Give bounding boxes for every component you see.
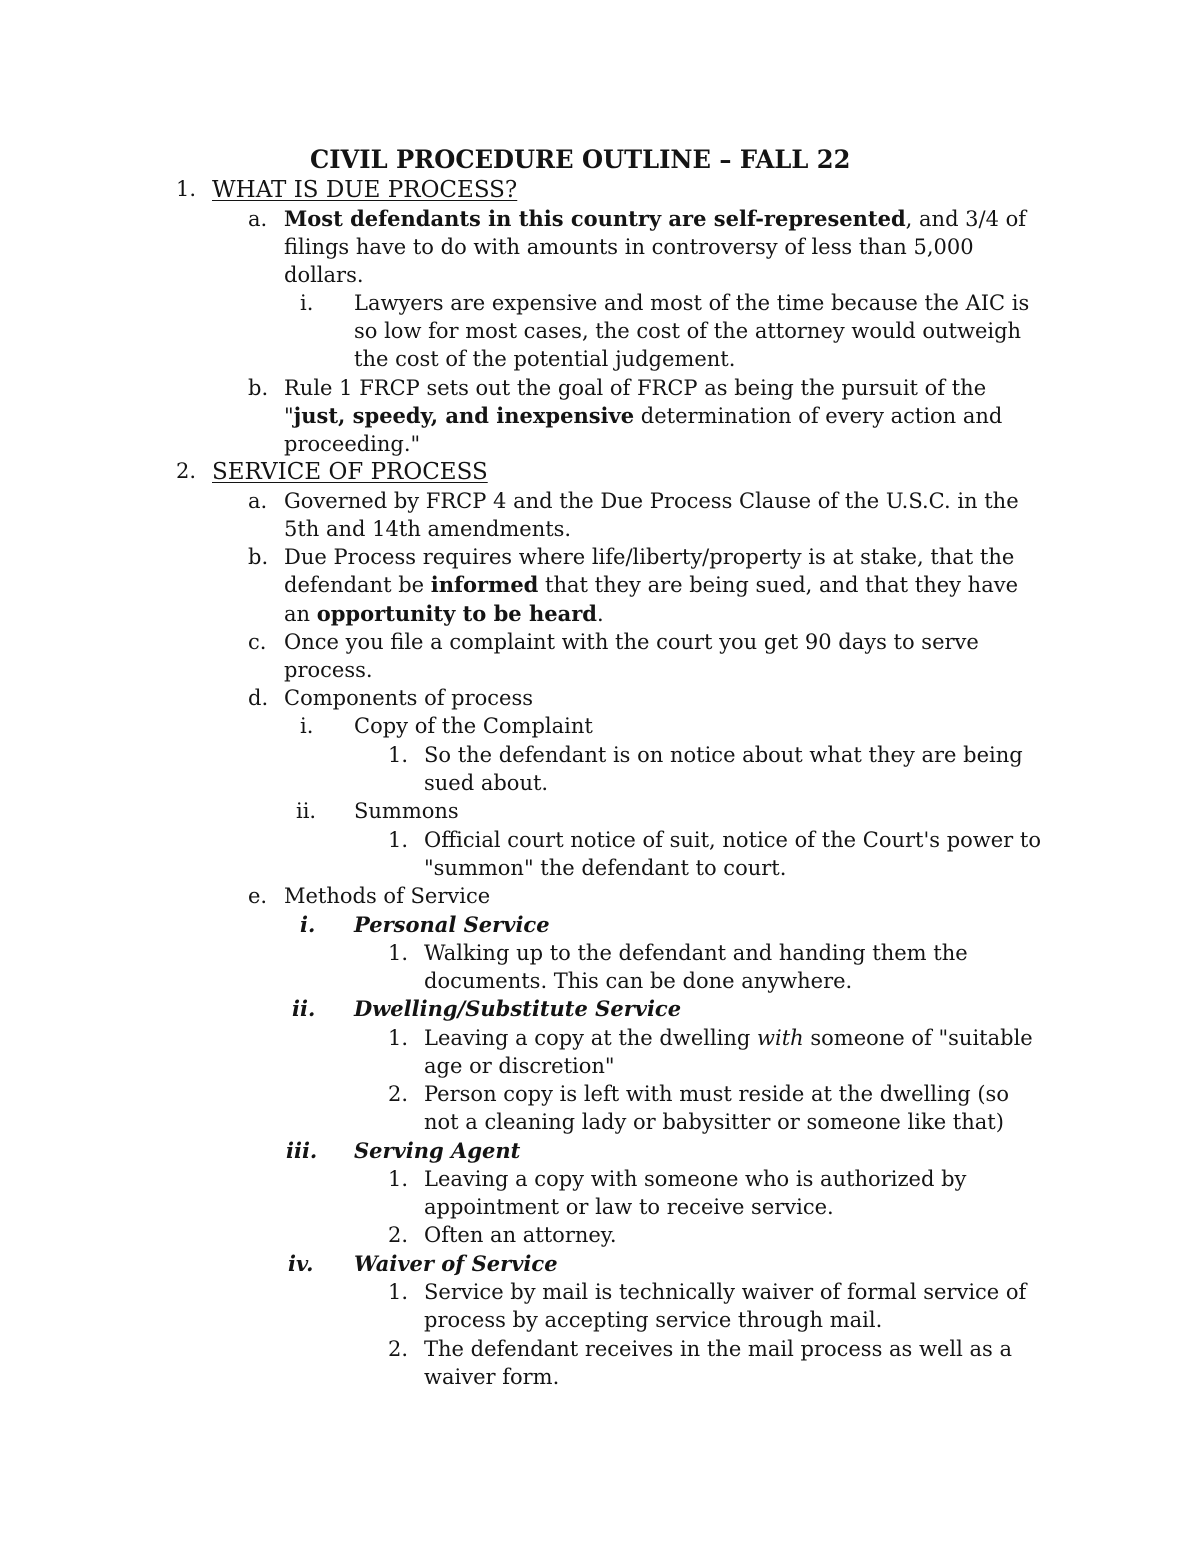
outline-line: process by accepting service through mail. <box>424 1308 883 1332</box>
item-marker: d. <box>248 686 269 710</box>
item-marker: i. <box>300 714 314 738</box>
bold-phrase: just, speedy, and inexpensive <box>293 403 635 428</box>
outline-line: Person copy is left with must reside at the dwelling (so <box>424 1082 1009 1106</box>
text-run: Leaving a copy at the dwelling <box>424 1026 758 1050</box>
item-marker: ii. <box>296 799 317 823</box>
text-run: someone of "suitable <box>803 1026 1033 1050</box>
outline-line: So the defendant is on notice about what they are being <box>424 743 1023 767</box>
item-marker: 1. <box>388 1280 409 1304</box>
outline-line: Service by mail is technically waiver of formal service of <box>424 1280 1027 1304</box>
text-run: an <box>284 602 317 626</box>
outline-line: process. <box>284 658 373 682</box>
item-marker: i. <box>300 291 314 315</box>
outline-line <box>284 571 1018 599</box>
outline-line <box>284 205 1026 233</box>
outline-line <box>424 1024 1033 1052</box>
outline-line: proceeding." <box>284 432 421 456</box>
outline-line: Summons <box>354 799 459 823</box>
item-marker: 2. <box>388 1337 409 1361</box>
outline-line: not a cleaning lady or babysitter or someone like that) <box>424 1110 1004 1134</box>
item-marker: i. <box>300 912 316 937</box>
subheading: Waiver of Service <box>354 1251 558 1276</box>
outline-line: documents. This can be done anywhere. <box>424 969 853 993</box>
outline-line: Copy of the Complaint <box>354 714 593 738</box>
subheading: Serving Agent <box>354 1138 521 1163</box>
item-marker: a. <box>248 207 268 231</box>
outline-line: Due Process requires where life/liberty/property is at stake, that the <box>284 545 1015 569</box>
outline-line: appointment or law to receive service. <box>424 1195 834 1219</box>
item-marker: c. <box>248 630 267 654</box>
bold-phrase: informed <box>430 572 539 597</box>
italic-word: with <box>757 1026 804 1050</box>
item-marker: 2. <box>388 1082 409 1106</box>
outline-line: The defendant receives in the mail process as well as a <box>424 1337 1012 1361</box>
item-marker: 1. <box>388 941 409 965</box>
bold-phrase: Most defendants in this country are self-represented <box>284 206 906 231</box>
item-marker: 1. <box>388 828 409 852</box>
text-run: defendant be <box>284 573 431 597</box>
subheading: Personal Service <box>354 912 550 937</box>
section-heading: WHAT IS DUE PROCESS? <box>212 177 518 203</box>
outline-line: Leaving a copy with someone who is authorized by <box>424 1167 967 1191</box>
section-number: 1. <box>176 177 197 201</box>
section-number: 2. <box>176 459 197 483</box>
bold-phrase: opportunity to be heard <box>316 601 597 626</box>
outline-line: Walking up to the defendant and handing them the <box>424 941 968 965</box>
outline-line: the cost of the potential judgement. <box>354 347 736 371</box>
outline-line: Once you file a complaint with the court you get 90 days to serve <box>284 630 979 654</box>
item-marker: b. <box>248 545 269 569</box>
outline-line: Governed by FRCP 4 and the Due Process Clause of the U.S.C. in the <box>284 489 1019 513</box>
text-run: that they are being sued, and that they have <box>538 573 1019 597</box>
item-marker: iv. <box>288 1251 314 1276</box>
item-marker: 2. <box>388 1223 409 1247</box>
text-run: . <box>596 602 604 626</box>
item-marker: iii. <box>286 1138 318 1163</box>
text-run: determination of every action and <box>634 404 1003 428</box>
outline-line: dollars. <box>284 263 364 287</box>
item-marker: 1. <box>388 1167 409 1191</box>
item-marker: 1. <box>388 1026 409 1050</box>
page-title: CIVIL PROCEDURE OUTLINE – FALL 22 <box>309 145 851 174</box>
outline-line: Methods of Service <box>284 884 491 908</box>
outline-line: 5th and 14th amendments. <box>284 517 572 541</box>
outline-line: Components of process <box>284 686 534 710</box>
item-marker: a. <box>248 489 268 513</box>
outline-line: so low for most cases, the cost of the attorney would outweigh <box>354 319 1022 343</box>
item-marker: e. <box>248 884 268 908</box>
subheading: Dwelling/Substitute Service <box>354 996 682 1021</box>
outline-line: Official court notice of suit, notice of the Court's power to <box>424 828 1041 852</box>
outline-line: sued about. <box>424 771 549 795</box>
outline-line: waiver form. <box>424 1365 560 1389</box>
text-run: , and 3/4 of <box>905 207 1027 231</box>
outline-line <box>284 402 1002 430</box>
item-marker: 1. <box>388 743 409 767</box>
outline-line: Often an attorney. <box>424 1223 617 1247</box>
section-heading: SERVICE OF PROCESS <box>212 459 488 485</box>
outline-line: Lawyers are expensive and most of the time because the AIC is <box>354 291 1030 315</box>
text-run: " <box>284 404 294 428</box>
outline-line: "summon" the defendant to court. <box>424 856 787 880</box>
item-marker: b. <box>248 376 269 400</box>
item-marker: ii. <box>292 996 316 1021</box>
outline-line: filings have to do with amounts in controversy of less than 5,000 <box>284 235 974 259</box>
outline-line: Rule 1 FRCP sets out the goal of FRCP as being the pursuit of the <box>284 376 987 400</box>
outline-line <box>284 600 604 628</box>
outline-line: age or discretion" <box>424 1054 615 1078</box>
